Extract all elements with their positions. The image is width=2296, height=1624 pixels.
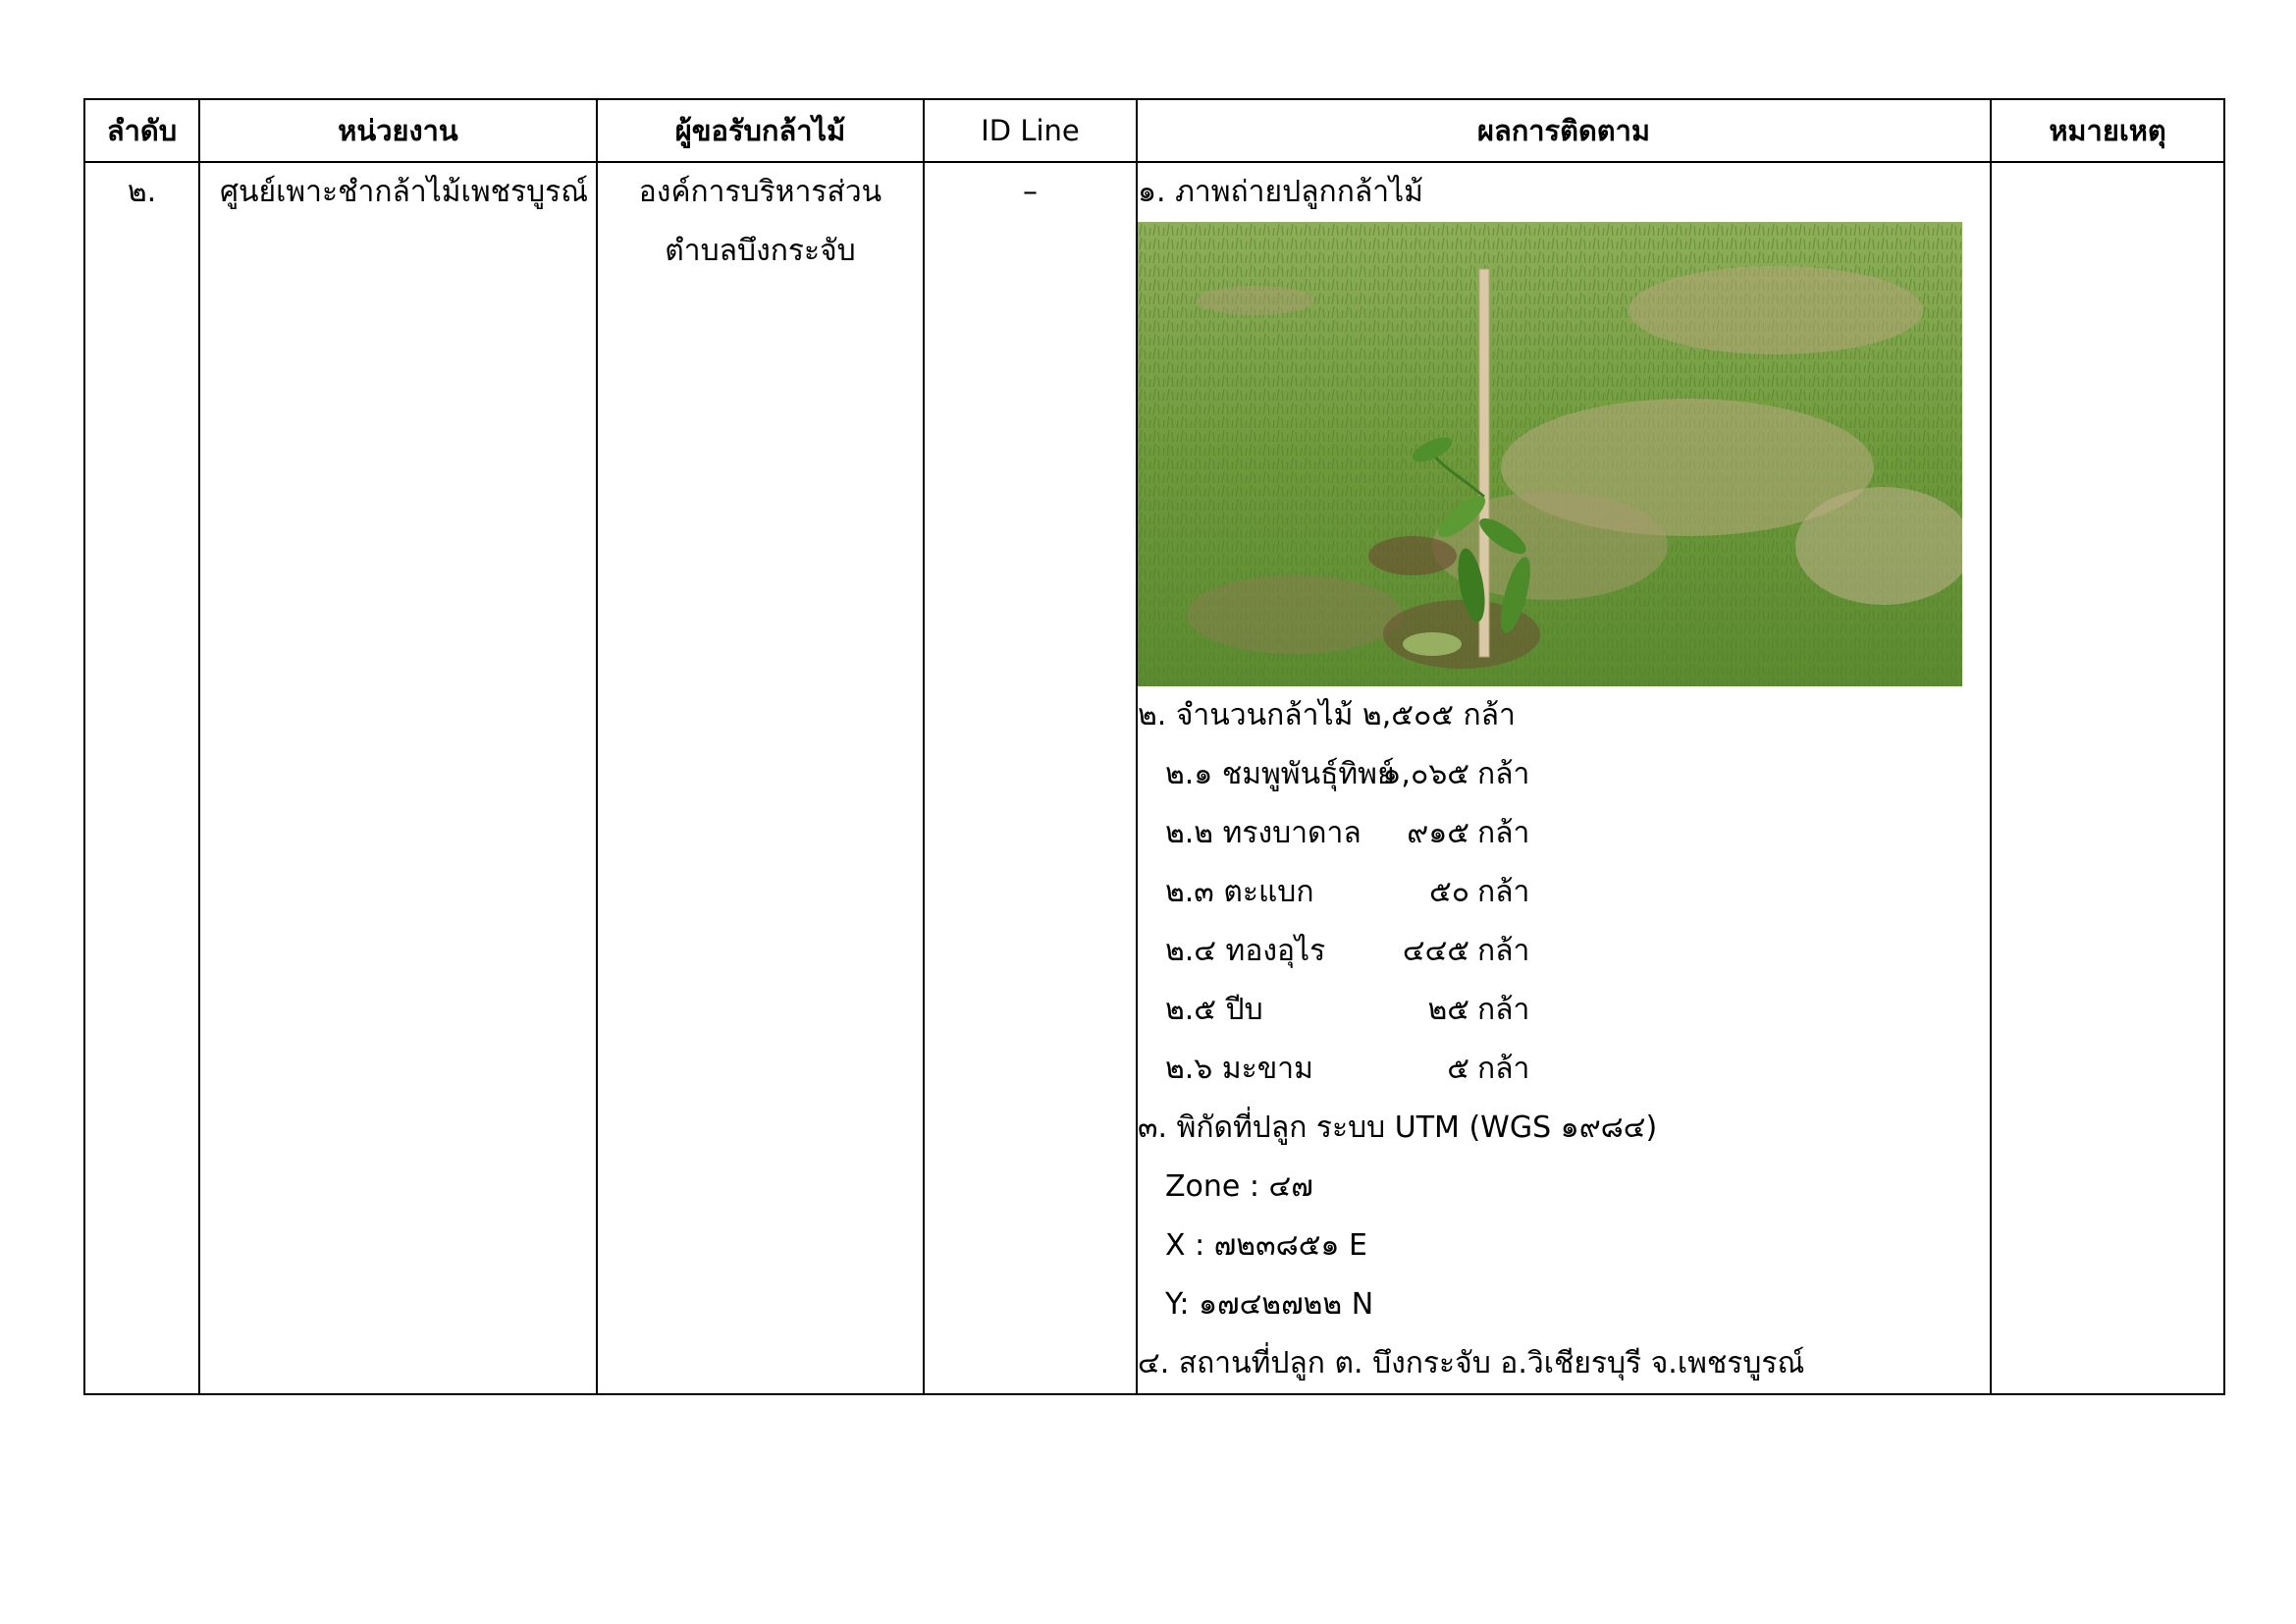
species-qty: ๕๐ — [1428, 875, 1469, 909]
header-row — [84, 99, 2224, 162]
species-item — [1138, 981, 1990, 1040]
coordinates-label: ๓. พิกัดที่ปลูก ระบบ UTM (WGS ๑๙๘๔) — [1138, 1110, 1658, 1145]
species-unit: กล้า — [1477, 993, 1530, 1027]
cell-recipient — [597, 162, 924, 1394]
coordinate-zone: Zone : ๔๗ — [1165, 1169, 1313, 1204]
recipient-line-2: ตำบลบึงกระจับ — [665, 234, 856, 268]
species-qty: ๑,๐๖๕ — [1382, 757, 1469, 791]
cell-agency — [199, 162, 597, 1394]
header-id-line: ID Line — [924, 99, 1137, 162]
monitoring-table — [83, 98, 2225, 1395]
species-qty: ๒๕ — [1427, 993, 1469, 1027]
planting-photo — [1138, 222, 1962, 686]
species-item — [1138, 922, 1990, 981]
id-line-value: – — [1023, 175, 1038, 209]
species-item — [1138, 804, 1990, 863]
species-qty: ๕ — [1447, 1052, 1469, 1086]
header-remark: หมายเหตุ — [1991, 99, 2224, 162]
species-unit: กล้า — [1477, 816, 1530, 850]
species-item — [1138, 1040, 1990, 1099]
species-unit: กล้า — [1477, 1052, 1530, 1086]
cell-results — [1137, 162, 1991, 1394]
remark-value — [1992, 163, 2223, 222]
species-name: ๒.๕ ปีบ — [1165, 993, 1263, 1027]
species-name: ๒.๓ ตะแบก — [1165, 875, 1314, 909]
table-row — [84, 162, 2224, 1394]
seedling-count: ๒. จำนวนกล้าไม้ ๒,๕๐๕ กล้า — [1138, 698, 1516, 732]
header-no: ลำดับ — [84, 99, 199, 162]
species-unit: กล้า — [1477, 757, 1530, 791]
row-number: ๒. — [127, 175, 157, 209]
species-name: ๒.๑ ชมพูพันธุ์ทิพย์ — [1165, 757, 1395, 791]
coordinate-x: X : ๗๒๓๘๕๑ E — [1165, 1228, 1367, 1263]
planting-location: ๔. สถานที่ปลูก ต. บึงกระจับ อ.วิเชียรบุรี จ.เพชรบูรณ์ — [1138, 1346, 1805, 1380]
species-qty: ๙๑๕ — [1407, 816, 1469, 850]
cell-no — [84, 162, 199, 1394]
species-unit: กล้า — [1477, 875, 1530, 909]
cell-remark — [1991, 162, 2224, 1394]
photo-label: ๑. ภาพถ่ายปลูกกล้าไม้ — [1138, 175, 1423, 209]
species-name: ๒.๖ มะขาม — [1165, 1052, 1313, 1086]
species-name: ๒.๔ ทองอุไร — [1165, 934, 1326, 968]
species-unit: กล้า — [1477, 934, 1530, 968]
header-recipient: ผู้ขอรับกล้าไม้ — [597, 99, 924, 162]
cell-id-line — [924, 162, 1137, 1394]
coordinate-y: Y: ๑๗๔๒๗๒๒ N — [1165, 1287, 1374, 1322]
species-item — [1138, 863, 1990, 922]
species-item — [1138, 745, 1990, 804]
recipient-line-1: องค์การบริหารส่วน — [638, 175, 882, 209]
species-list — [1138, 745, 1990, 1099]
header-results: ผลการติดตาม — [1137, 99, 1991, 162]
agency-name: ศูนย์เพาะชำกล้าไม้เพชรบูรณ์ — [220, 175, 589, 209]
species-qty: ๔๔๕ — [1402, 934, 1469, 968]
species-name: ๒.๒ ทรงบาดาล — [1165, 816, 1362, 850]
header-agency: หน่วยงาน — [199, 99, 597, 162]
